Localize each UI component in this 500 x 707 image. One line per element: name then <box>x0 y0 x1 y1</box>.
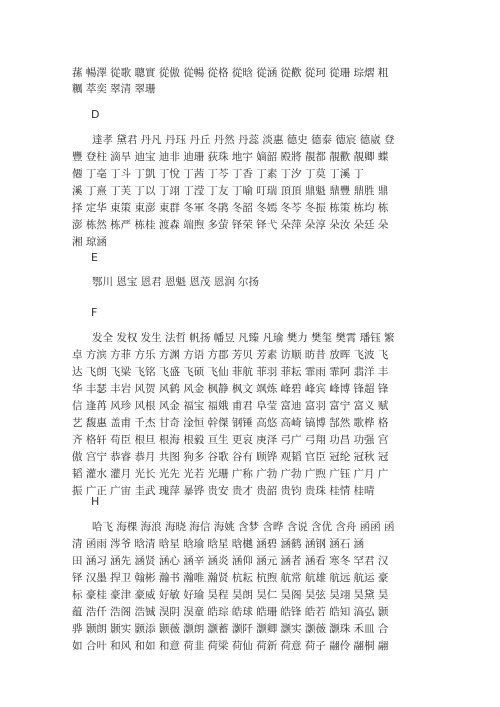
name-row: 如 合叶 和风 和如 和意 荷韭 荷梁 荷仙 荷新 荷意 荷子 翮伶 翮桐 翮 <box>72 640 389 652</box>
section-heading-e: E <box>91 251 98 264</box>
name-row: 鄂川 恩宝 恩君 恩魁 恩茂 恩润 尔扬 <box>92 276 260 288</box>
name-row: 蓀 暢澤 從歌 聰實 從傲 從暢 從格 從晗 從涵 從歡 從珂 從珊 琮熠 粗 <box>72 67 389 79</box>
name-row: 僊 丁亳 丁斗 丁凱 丁悅 丁茜 丁芩 丁香 丁素 丁汐 丁莫 丁溪 丁 <box>72 168 365 180</box>
section-heading-f: F <box>91 306 98 319</box>
name-row: 糲 萃奕 翠清 翠珊 <box>72 83 156 95</box>
section-heading-d: D <box>91 108 100 121</box>
name-row: 发全 发权 发生 法哲 帆扬 幡昱 凡臻 凡瑜 樊力 樊玺 樊霄 璠钰 繁 <box>92 332 395 344</box>
name-row: 田 涵习 涵先 涵贤 涵心 涵辛 涵炎 涵仰 涵元 涵者 涵看 寒冬 罕君 汉 <box>72 555 389 567</box>
name-row: 信 逢苒 风珍 风根 风金 福宝 福娥 甫君 阜莹 富迪 富羽 富宁 富义 赋 <box>72 400 389 412</box>
name-row: 韬 灌水 灌月 光长 光先 光若 光珊 广称 广勃 广勃 广煦 广钰 广月 广 <box>72 468 389 480</box>
section-heading-h: H <box>91 495 100 508</box>
name-row: 豐 登柱 滴旱 迪宝 迪非 迪珊 荻珠 地宇 嫡韶 殿將 靚都 靚歡 靚卿 蝶 <box>72 151 389 163</box>
name-row: 溪 丁熹 丁芙 丁以 丁翊 丁滢 丁友 丁喻 叮瑞 頂頂 鼎魁 鼎豐 鼎胜 鼎 <box>72 185 389 197</box>
name-row: 铎 汉墨 捍卫 翰彬 瀚书 瀚唯 瀚贤 杭耘 杭煦 航常 航雄 航远 航运 豪 <box>72 572 389 584</box>
name-row: 澎 栋然 栋严 栋桂 渡森 端煦 多萤 铎荣 铎弋 朵萍 朵淳 朵汝 朵廷 朵 <box>72 219 389 231</box>
name-row: 達孝 黛君 丹凡 丹珏 丹丘 丹然 丹蕊 淡惠 德史 德泰 德宸 德崴 登 <box>92 134 395 146</box>
name-row: 艺 馥惠 盖甫 千杰 甘奇 淦恒 幹傑 钢锤 高悠 高崎 镐博 郜然 歌桦 格 <box>72 417 389 429</box>
name-row: 骅 颢朗 颢实 颢添 颢薇 灏朗 灏蓄 灏阡 灏卿 灏实 灏薇 灏珠 禾皿 合 <box>72 623 389 635</box>
name-row: 振 广正 广宙 圭武 瑰萍 暴铧 贵安 贵才 贵韶 贵钧 贵珠 桂情 桂晴 <box>72 485 375 497</box>
name-row: 卓 方滨 方菲 方乐 方渊 方语 方郡 芳贝 芳素 访顺 昉昔 放晖 飞波 飞 <box>72 349 389 361</box>
name-row: 达 飞朗 飞梁 飞铭 飞盛 飞硕 飞仙 菲航 菲羽 菲耘 霏雨 霏阿 翡洋 丰 <box>72 366 389 378</box>
name-row: 傲 宫宁 恭睿 恭月 共图 狗多 谷歌 谷有 顾铧 观韬 官臣 冠纶 冠秋 冠 <box>72 451 389 463</box>
name-row: 蕴 浩仟 浩阁 浩铖 淏阴 淏童 皓琮 皓球 皓珊 皓锋 皓若 皓知 滈弘 颢 <box>72 606 389 618</box>
name-row: 择 定华 東策 東澎 東群 冬軍 冬鹃 冬韶 冬嫣 冬芩 冬振 栋策 栋均 栋 <box>72 202 389 214</box>
name-row: 湘 琼涵 <box>72 236 107 248</box>
name-row: 华 丰瑟 丰岩 风贺 风鹤 风金 枫静 枫文 飒炼 峰碧 峰宾 峰博 锋超 锋 <box>72 383 389 395</box>
name-row: 标 豪桂 豪津 豪威 好敏 好瑜 昊程 昊朗 昊仁 昊阁 昊弦 昊翊 昊黛 昊 <box>72 589 389 601</box>
name-row: 哈飞 海棵 海浪 海晓 海信 海姚 含梦 含晔 含说 含优 含舟 函函 函 <box>92 521 395 533</box>
name-row: 齐 格轩 苟臣 根旦 根海 根毅 亘生 更哀 庚泽 弓广 弓翔 功昌 功强 宫 <box>72 434 389 446</box>
name-row: 清 函雨 涔爷 晗清 晗星 晗瑜 晗星 晗樾 涵碧 涵鹤 涵钢 涵石 涵 <box>72 538 365 550</box>
